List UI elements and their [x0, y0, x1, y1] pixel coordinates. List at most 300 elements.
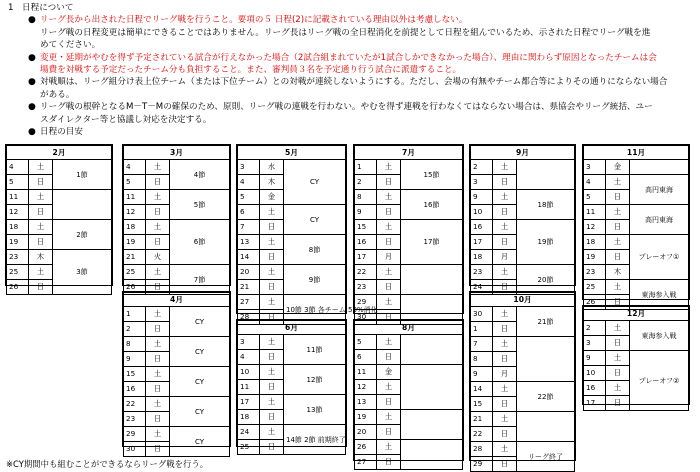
- weekday: 日: [493, 175, 517, 190]
- bullet-continuation: リーグ戦の日程変更は簡単にできることではありません。リーグ長はリーグ戦の全日程消化を前提として日程を組んでいるため、示された日程でリーグ戦を進: [40, 27, 651, 38]
- month-title: 3月: [124, 146, 230, 160]
- event-label: CY: [284, 160, 346, 205]
- day-row: [471, 442, 575, 457]
- day-number: 29: [471, 457, 493, 472]
- day-number: 5: [355, 335, 377, 350]
- day-number: 20: [355, 425, 377, 440]
- event-label: 18節: [517, 190, 575, 220]
- weekday: 土: [146, 190, 170, 205]
- day-row: [124, 427, 230, 442]
- day-row: [124, 307, 230, 322]
- day-number: 14: [238, 250, 260, 265]
- day-number: 7: [238, 220, 260, 235]
- day-row: [584, 160, 689, 175]
- weekday: 土: [606, 321, 630, 336]
- day-number: 30: [355, 310, 377, 325]
- weekday: 土: [377, 295, 401, 310]
- day-row: [238, 205, 346, 220]
- weekday: 日: [146, 205, 170, 220]
- weekday: 金: [377, 365, 401, 380]
- day-row: [238, 335, 346, 350]
- weekday: 土: [377, 220, 401, 235]
- weekday: 土: [377, 190, 401, 205]
- bullet-text: 日程の目安: [40, 127, 83, 138]
- month-block: [5, 144, 113, 291]
- weekday: 月: [377, 250, 401, 265]
- event-label: 6節: [170, 220, 230, 265]
- day-number: 3: [238, 335, 260, 350]
- day-number: 11: [7, 190, 29, 205]
- weekday: 土: [260, 205, 284, 220]
- weekday: 土: [260, 365, 284, 380]
- day-number: 17: [238, 395, 260, 410]
- day-number: 5: [124, 175, 146, 190]
- event-label: 17節: [401, 220, 463, 265]
- event-label: 21節: [517, 307, 575, 337]
- weekday: 水: [260, 160, 284, 175]
- month-block: [122, 144, 231, 291]
- day-number: 11: [584, 205, 606, 220]
- weekday: 土: [377, 160, 401, 175]
- month-title: 8月: [355, 321, 463, 335]
- weekday: 日: [377, 280, 401, 295]
- day-number: 18: [238, 410, 260, 425]
- event-label: リーグ終了: [517, 442, 575, 472]
- bullet-text: がある。: [40, 89, 75, 100]
- event-label: 15節: [401, 160, 463, 190]
- day-number: 13: [238, 235, 260, 250]
- day-row: [355, 265, 463, 280]
- day-number: 4: [584, 175, 606, 190]
- day-number: 22: [471, 427, 493, 442]
- day-number: 9: [584, 351, 606, 366]
- day-number: 21: [471, 412, 493, 427]
- month-title: 2月: [7, 146, 112, 160]
- weekday: 土: [29, 220, 53, 235]
- day-row: [355, 220, 463, 235]
- weekday: 日: [146, 322, 170, 337]
- day-number: 29: [355, 295, 377, 310]
- day-number: 19: [355, 410, 377, 425]
- weekday: 木: [260, 175, 284, 190]
- day-row: [7, 190, 112, 205]
- day-number: 5: [238, 190, 260, 205]
- day-number: 12: [7, 205, 29, 220]
- month-block: [353, 319, 464, 466]
- weekday: 土: [146, 427, 170, 442]
- day-row: [584, 175, 689, 190]
- weekday: 日: [377, 175, 401, 190]
- day-number: 17: [471, 235, 493, 250]
- weekday: 土: [377, 380, 401, 395]
- weekday: 日: [146, 382, 170, 397]
- event-label: CY: [170, 427, 230, 457]
- day-number: 30: [124, 442, 146, 457]
- weekday: 日: [146, 175, 170, 190]
- day-number: 23: [584, 265, 606, 280]
- month-block: [469, 291, 576, 468]
- weekday: 日: [493, 457, 517, 472]
- weekday: 土: [146, 160, 170, 175]
- weekday: 土: [493, 190, 517, 205]
- event-label: 9節: [284, 265, 346, 295]
- weekday: 日: [146, 412, 170, 427]
- day-number: 23: [355, 280, 377, 295]
- event-label: [517, 160, 575, 190]
- weekday: 土: [260, 265, 284, 280]
- weekday: 日: [260, 310, 284, 325]
- day-number: 10: [584, 366, 606, 381]
- day-number: 23: [7, 250, 29, 265]
- footnote: ※CY期間中も組むことができるならリーグ戦を行う。: [6, 459, 209, 469]
- day-number: 11: [238, 380, 260, 395]
- event-label: 8節: [284, 235, 346, 265]
- day-number: 17: [355, 250, 377, 265]
- event-label: CY: [284, 205, 346, 235]
- month-block: [582, 144, 690, 306]
- event-label: [53, 190, 112, 220]
- day-row: [355, 410, 463, 425]
- day-row: [355, 295, 463, 310]
- day-number: 29: [124, 427, 146, 442]
- event-label: [401, 365, 463, 410]
- day-row: [238, 265, 346, 280]
- day-number: 18: [584, 235, 606, 250]
- weekday: 土: [146, 265, 170, 280]
- weekday: 日: [493, 427, 517, 442]
- day-number: 21: [124, 250, 146, 265]
- day-row: [7, 220, 112, 235]
- weekday: 土: [493, 307, 517, 322]
- month-block: [353, 144, 464, 321]
- weekday: 日: [260, 350, 284, 365]
- weekday: 日: [493, 205, 517, 220]
- day-row: [124, 160, 230, 175]
- day-number: 28: [238, 310, 260, 325]
- day-number: 10: [238, 365, 260, 380]
- day-number: 18: [471, 250, 493, 265]
- day-row: [238, 160, 346, 175]
- weekday: 土: [377, 440, 401, 455]
- month-title: 5月: [238, 146, 346, 160]
- weekday: 土: [493, 412, 517, 427]
- bullet-text: 対戦順は、リーグ組分け表上位チーム（または下位チーム）との対戦が連続しないようにする。ただし、会場の有無やチーム都合等によりその通りにならない場合: [40, 77, 668, 88]
- day-number: 28: [471, 442, 493, 457]
- weekday: 日: [29, 235, 53, 250]
- event-label: プレーオフ②: [630, 351, 689, 411]
- weekday: 月: [493, 367, 517, 382]
- bullet-text: 変更・延期がやむを得ず予定されている試合が行えなかった場合（2試合組まれていたが1試合しかできなかった場合）、理由に関わらず原因となったチームは会: [40, 52, 657, 63]
- weekday: 日: [260, 410, 284, 425]
- bullet-dot-icon: ●: [28, 77, 36, 88]
- weekday: 日: [606, 250, 630, 265]
- day-number: 22: [355, 265, 377, 280]
- bullet-dot-icon: ●: [28, 102, 36, 113]
- day-number: 27: [355, 455, 377, 470]
- day-number: 9: [355, 205, 377, 220]
- month-title: 7月: [355, 146, 463, 160]
- weekday: 土: [493, 265, 517, 280]
- weekday: 日: [377, 350, 401, 365]
- weekday: 土: [606, 351, 630, 366]
- weekday: 日: [377, 455, 401, 470]
- day-row: [471, 265, 575, 280]
- event-label: 11節: [284, 335, 346, 365]
- event-label: 高円東海: [630, 175, 689, 205]
- weekday: 日: [260, 440, 284, 455]
- day-row: [471, 220, 575, 235]
- event-label: 13節: [284, 395, 346, 425]
- day-number: 26: [584, 295, 606, 310]
- bullet-list: [6, 14, 696, 138]
- day-number: 27: [238, 295, 260, 310]
- month-title: 11月: [584, 146, 689, 160]
- day-number: 12: [124, 205, 146, 220]
- day-number: 10: [471, 205, 493, 220]
- day-number: 25: [584, 280, 606, 295]
- day-number: 18: [7, 220, 29, 235]
- bullet-item: [6, 76, 696, 101]
- event-label: 7節: [170, 265, 230, 295]
- day-row: [584, 321, 689, 336]
- weekday: 土: [29, 265, 53, 280]
- day-number: 17: [584, 396, 606, 411]
- day-row: [124, 367, 230, 382]
- day-row: [584, 205, 689, 220]
- event-label: 12節: [284, 365, 346, 395]
- event-label: 20節: [517, 265, 575, 295]
- event-label: 14節 2節 前期終了: [284, 425, 346, 455]
- event-label: [517, 412, 575, 442]
- day-number: 30: [471, 307, 493, 322]
- weekday: 土: [606, 381, 630, 396]
- day-number: 26: [7, 280, 29, 295]
- weekday: 日: [606, 190, 630, 205]
- weekday: 日: [493, 280, 517, 295]
- month-title: 9月: [471, 146, 575, 160]
- weekday: 土: [146, 337, 170, 352]
- day-number: 19: [124, 235, 146, 250]
- day-number: 9: [124, 352, 146, 367]
- day-row: [471, 307, 575, 322]
- weekday: 木: [606, 265, 630, 280]
- bullet-text: リーグ戦の根幹となるM－T－Mの確保のため、原則、リーグ戦の連戦を行わない。やむを得ず連戦を行わなくてはならない場合は、県協会やリーグ統括、ユー: [40, 102, 653, 113]
- day-number: 3: [584, 336, 606, 351]
- day-number: 16: [124, 382, 146, 397]
- day-row: [355, 440, 463, 455]
- event-label: 4節: [170, 160, 230, 190]
- weekday: 土: [146, 307, 170, 322]
- day-number: 23: [471, 265, 493, 280]
- day-row: [471, 190, 575, 205]
- day-row: [584, 235, 689, 250]
- month-block: [236, 319, 347, 451]
- event-label: 高円東海: [630, 205, 689, 235]
- weekday: 日: [493, 235, 517, 250]
- event-label: 22節: [517, 382, 575, 412]
- event-label: 3節: [53, 250, 112, 295]
- weekday: 月: [493, 250, 517, 265]
- weekday: 日: [377, 235, 401, 250]
- event-label: CY: [170, 337, 230, 367]
- weekday: 土: [29, 160, 53, 175]
- day-number: 12: [584, 220, 606, 235]
- day-number: 4: [238, 350, 260, 365]
- weekday: 土: [146, 367, 170, 382]
- event-label: 16節: [401, 190, 463, 220]
- day-number: 25: [7, 265, 29, 280]
- weekday: 日: [493, 397, 517, 412]
- day-row: [355, 335, 463, 350]
- bullet-text: 場費を対戦する予定だったチーム分も負担すること。また、審判員３名を予定通り行う試合に派遣すること。: [40, 65, 462, 76]
- day-number: 6: [355, 350, 377, 365]
- event-label: CY: [170, 367, 230, 397]
- weekday: 日: [146, 442, 170, 457]
- day-row: [7, 250, 112, 265]
- day-number: 19: [584, 250, 606, 265]
- weekday: 土: [377, 335, 401, 350]
- day-row: [238, 395, 346, 410]
- weekday: 土: [29, 190, 53, 205]
- event-label: プレーオフ①: [630, 235, 689, 280]
- weekday: 日: [606, 220, 630, 235]
- weekday: 土: [260, 335, 284, 350]
- event-label: 10節 3節 各チーム 50%消化: [284, 295, 346, 325]
- day-number: 15: [355, 220, 377, 235]
- day-row: [584, 351, 689, 366]
- bullet-item: [6, 14, 696, 26]
- bullet-item: [6, 126, 696, 138]
- bullet-text: リーグ長から出された日程でリーグ戦を行うこと。要項の５ 日程(2)に記載されている理由以外は考慮しない。: [40, 15, 468, 26]
- day-number: 23: [124, 412, 146, 427]
- day-number: 3: [238, 160, 260, 175]
- weekday: 日: [377, 395, 401, 410]
- event-label: CY: [170, 307, 230, 337]
- event-label: [401, 335, 463, 365]
- day-number: 19: [7, 235, 29, 250]
- weekday: 日: [260, 280, 284, 295]
- bullet-item: [6, 101, 696, 126]
- event-label: CY: [170, 397, 230, 427]
- weekday: 土: [606, 175, 630, 190]
- weekday: 日: [29, 280, 53, 295]
- weekday: 土: [606, 280, 630, 295]
- weekday: 日: [29, 175, 53, 190]
- weekday: 日: [29, 205, 53, 220]
- bullet-dot-icon: ●: [28, 127, 36, 138]
- weekday: 土: [260, 425, 284, 440]
- weekday: 日: [493, 322, 517, 337]
- day-row: [124, 397, 230, 412]
- day-row: [238, 295, 346, 310]
- weekday: 日: [146, 280, 170, 295]
- weekday: 土: [146, 220, 170, 235]
- weekday: 日: [260, 380, 284, 395]
- day-number: 7: [471, 337, 493, 352]
- day-number: 1: [355, 160, 377, 175]
- weekday: 土: [260, 295, 284, 310]
- weekday: 日: [377, 205, 401, 220]
- day-number: 1: [471, 322, 493, 337]
- day-number: 9: [471, 190, 493, 205]
- weekday: 土: [260, 235, 284, 250]
- weekday: 土: [493, 337, 517, 352]
- weekday: 日: [377, 310, 401, 325]
- bullet-text: スダイレクター等と協議し対応を決定する。: [40, 114, 212, 125]
- weekday: 木: [29, 250, 53, 265]
- weekday: 土: [606, 235, 630, 250]
- event-label: 1節: [53, 160, 112, 190]
- day-number: 24: [238, 425, 260, 440]
- month-title: 4月: [124, 293, 230, 307]
- month-title: 6月: [238, 321, 346, 335]
- weekday: 土: [493, 220, 517, 235]
- weekday: 日: [606, 396, 630, 411]
- event-label: 5節: [170, 190, 230, 220]
- event-label: [517, 337, 575, 382]
- day-number: 2: [124, 322, 146, 337]
- day-number: 12: [355, 380, 377, 395]
- month-title: 12月: [584, 307, 689, 321]
- weekday: 日: [260, 250, 284, 265]
- bullet-item: [6, 52, 696, 77]
- day-number: 21: [238, 280, 260, 295]
- day-row: [471, 382, 575, 397]
- document-text: [6, 2, 696, 138]
- day-row: [124, 220, 230, 235]
- day-row: [124, 265, 230, 280]
- weekday: 日: [606, 295, 630, 310]
- day-number: 11: [355, 365, 377, 380]
- day-number: 11: [124, 190, 146, 205]
- section-title: 1 日程について: [8, 3, 74, 13]
- day-number: 24: [471, 280, 493, 295]
- day-number: 3: [584, 160, 606, 175]
- day-number: 22: [124, 397, 146, 412]
- weekday: 土: [146, 397, 170, 412]
- day-row: [124, 190, 230, 205]
- day-row: [471, 160, 575, 175]
- weekday: 金: [260, 190, 284, 205]
- month-block: [582, 305, 690, 405]
- event-label: [401, 410, 463, 440]
- day-number: 25: [238, 440, 260, 455]
- day-number: 15: [471, 397, 493, 412]
- bullet-dot-icon: ●: [28, 52, 36, 63]
- weekday: 土: [493, 442, 517, 457]
- day-number: 26: [124, 280, 146, 295]
- day-number: 16: [471, 220, 493, 235]
- weekday: 日: [606, 366, 630, 381]
- day-number: 2: [584, 321, 606, 336]
- day-number: 16: [355, 235, 377, 250]
- day-number: 16: [584, 381, 606, 396]
- weekday: 土: [260, 395, 284, 410]
- day-number: 8: [124, 337, 146, 352]
- day-row: [584, 280, 689, 295]
- month-block: [122, 291, 231, 453]
- day-number: 2: [471, 160, 493, 175]
- day-number: 15: [124, 367, 146, 382]
- event-label: 19節: [517, 220, 575, 265]
- day-number: 5: [7, 175, 29, 190]
- weekday: 日: [146, 235, 170, 250]
- day-number: 8: [471, 352, 493, 367]
- day-number: 1: [124, 307, 146, 322]
- weekday: 日: [493, 352, 517, 367]
- weekday: 日: [260, 220, 284, 235]
- day-number: 26: [355, 440, 377, 455]
